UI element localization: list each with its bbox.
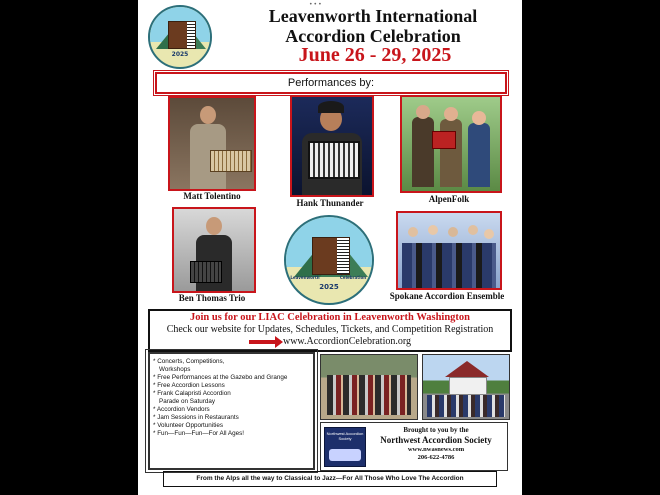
nas-logo: Northwest Accordion Society (324, 427, 366, 467)
list-item: * Concerts, Competitions, (153, 358, 225, 365)
features-list (153, 358, 313, 438)
poster-page (138, 0, 522, 495)
performer-name: Ben Thomas Trio (178, 293, 246, 303)
performer-name: AlpenFolk (428, 194, 470, 204)
performer-name: Hank Thunander (296, 198, 364, 208)
list-item: Parade on Saturday (159, 398, 216, 405)
event-dates: June 26 - 29, 2025 (298, 44, 452, 66)
accordion-icon (190, 261, 222, 283)
list-item: * Free Accordion Lessons (153, 382, 225, 389)
join-subtitle: Check our website for Updates, Schedules, Tickets, and Competition Registration (166, 324, 494, 335)
performer-name: Matt Tolentino (183, 191, 241, 201)
top-dots: ••• (309, 1, 323, 8)
list-item: * Accordion Vendors (153, 406, 210, 413)
footer-tagline: From the Alps all the way to Classical to Jazz—For All Those Who Love The Accordion (163, 471, 497, 487)
logo-year: 2025 (319, 283, 339, 291)
sponsor-name: Northwest Accordion Society (380, 435, 492, 445)
performer-name: Spokane Accordion Ensemble (389, 291, 505, 301)
performer-photo-ben-thomas-trio (172, 207, 256, 293)
arrow-right-icon (249, 340, 277, 344)
list-item: * Jam Sessions in Restaurants (153, 414, 239, 421)
sponsor-phone: 206-622-4786 (417, 454, 455, 461)
performances-heading: Performances by: (155, 72, 507, 94)
list-item: * Fun—Fun—Fun—For All Ages! (153, 430, 244, 437)
performer-photo-hank-thunander (290, 95, 374, 197)
join-banner (148, 309, 512, 352)
logo-left-word: Leavenworth (290, 275, 320, 280)
page-title: Leavenworth International Accordion Celebration (268, 6, 478, 46)
logo-right-word: Celebration (339, 275, 367, 280)
performer-photo-alpenfolk (400, 95, 502, 193)
join-headline: Join us for our LIAC Celebration in Leavenworth Washington (189, 312, 471, 323)
accordion-icon (168, 21, 196, 49)
logo-year: 2025 (171, 51, 189, 58)
gazebo-photo (422, 354, 510, 420)
accordion-icon (210, 150, 252, 172)
accordion-icon (432, 131, 456, 149)
website-link[interactable]: www.AccordionCelebration.org (282, 336, 412, 347)
performer-photo-matt-tolentino (168, 96, 256, 191)
website-row (150, 336, 510, 348)
sponsor-website[interactable]: www.nwasnews.com (407, 446, 465, 453)
list-item: Workshops (159, 366, 191, 373)
performer-photo-spokane-accordion-ensemble (396, 211, 502, 290)
accordion-icon (312, 237, 350, 275)
sponsor-intro: Brought to you by the (403, 426, 469, 434)
list-item: * Volunteer Opportunities (153, 422, 224, 429)
features-box (148, 352, 315, 470)
festival-logo (148, 5, 212, 69)
parade-photo (320, 354, 418, 420)
list-item: * Frank Calapristi Accordion (153, 390, 231, 397)
list-item: * Free Performances at the Gazebo and Grange (153, 374, 288, 381)
sponsor-box (320, 422, 508, 471)
accordion-icon (308, 141, 360, 179)
festival-logo-large (284, 215, 374, 305)
